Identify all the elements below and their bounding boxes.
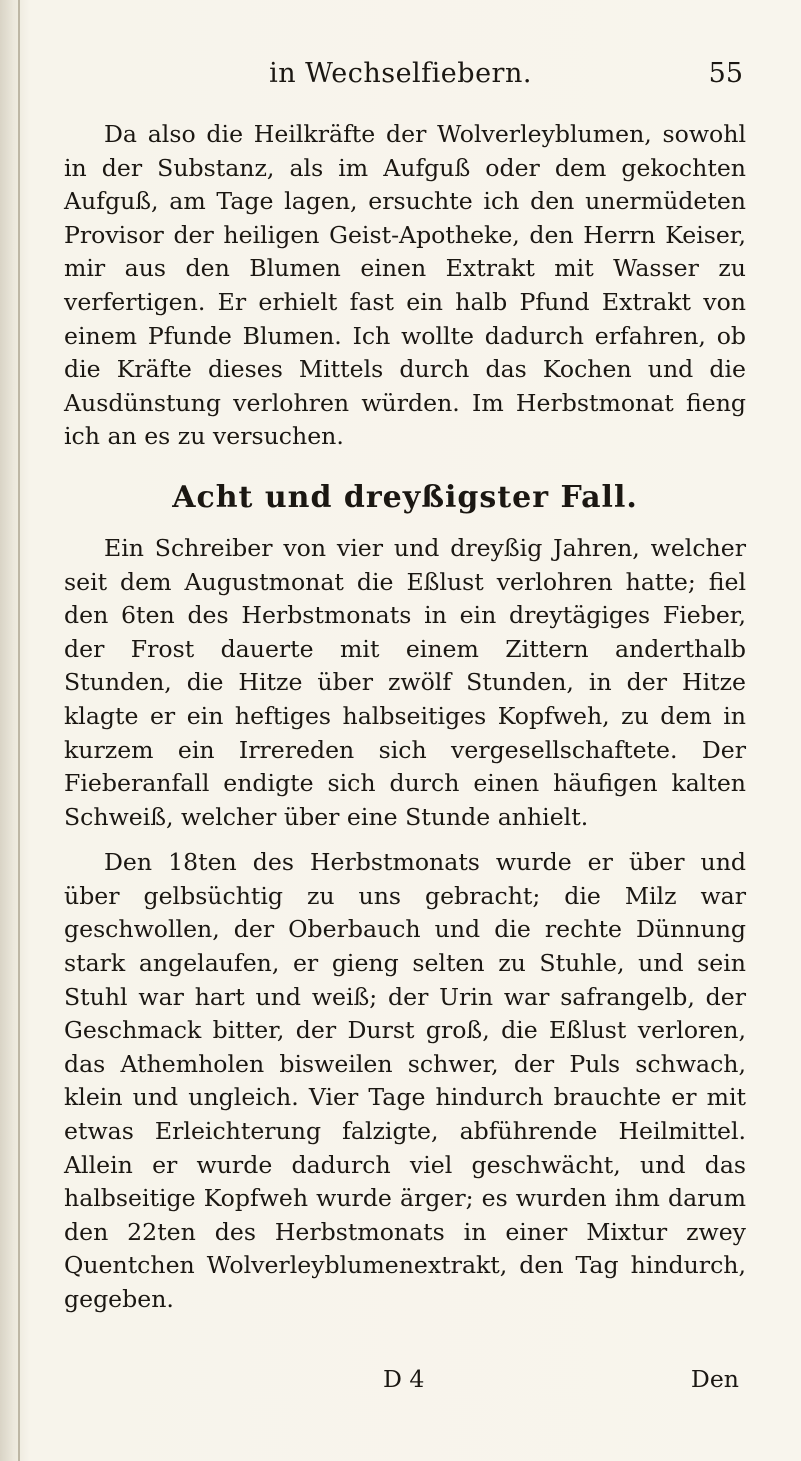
catchword: Den <box>690 1365 739 1393</box>
paragraph-case-description: Ein Schreiber von vier und dreyßig Jahren, welcher seit dem Augustmonat die Eßlust verlohren hatte; fiel den 6ten des Herbstmonats in ein dreytägiges Fieber, der Frost dauerte mit einem Zittern anderthalb Stunden, die Hitze über zwölf Stunden, in der Hitze klagte er ein heftiges halbseitiges Kopfweh, zu dem in kurzem ein Irrereden sich vergesellschaftete. Der Fieberanfall endigte sich durch einen häufigen kalten Schweiß, welcher über eine Stunde anhielt. <box>64 533 746 831</box>
page-header <box>0 58 801 98</box>
page-number: 55 <box>708 58 743 89</box>
signature-mark: D 4 <box>383 1365 425 1393</box>
case-heading: Acht und dreyßigster Fall. <box>172 479 638 515</box>
binding-gutter <box>18 0 20 1461</box>
page-body <box>64 118 746 1317</box>
page-footer <box>0 1365 801 1399</box>
paragraph-intro: Da also die Heilkräfte der Wolverleyblumen, sowohl in der Substanz, als im Aufguß oder dem gekochten Aufguß, am Tage lagen, ersuchte ich den unermüdeten Provisor der heiligen Geist-Apotheke, den Herrn Keiser, mir aus den Blumen einen Extrakt mit Wasser zu verfertigen. Er erhielt fast ein halb Pfund Extrakt von einem Pfunde Blumen. Ich wollte dadurch erfahren, ob die Kräfte dieses Mittels durch das Kochen und die Ausdünstung verlohren würden. Im Herbstmonat fieng ich an es zu versuchen. <box>64 120 746 451</box>
running-head: in Wechselfiebern. <box>269 58 532 89</box>
paragraph-case-course: Den 18ten des Herbstmonats wurde er über und über gelbsüchtig zu uns gebracht; die Milz war geschwollen, der Oberbauch und die rechte Dünnung stark angelaufen, er gieng selten zu Stuhle, und sein Stuhl war hart und weiß; der Urin war safrangelb, der Geschmack bitter, der Durst groß, die Eßlust verloren, das Athemholen bisweilen schwer, der Puls schwach, klein und ungleich. Vier Tage hindurch brauchte er mit etwas Erleichterung falzigte, abführende Heilmittel. Allein er wurde dadurch viel geschwächt, und das halbseitige Kopfweh wurde ärger; es wurden ihm darum den 22ten des Herbstmonats in einer Mixtur zwey Quentchen Wolverleyblumenextrakt, den Tag hindurch, gegeben. <box>64 848 746 1313</box>
